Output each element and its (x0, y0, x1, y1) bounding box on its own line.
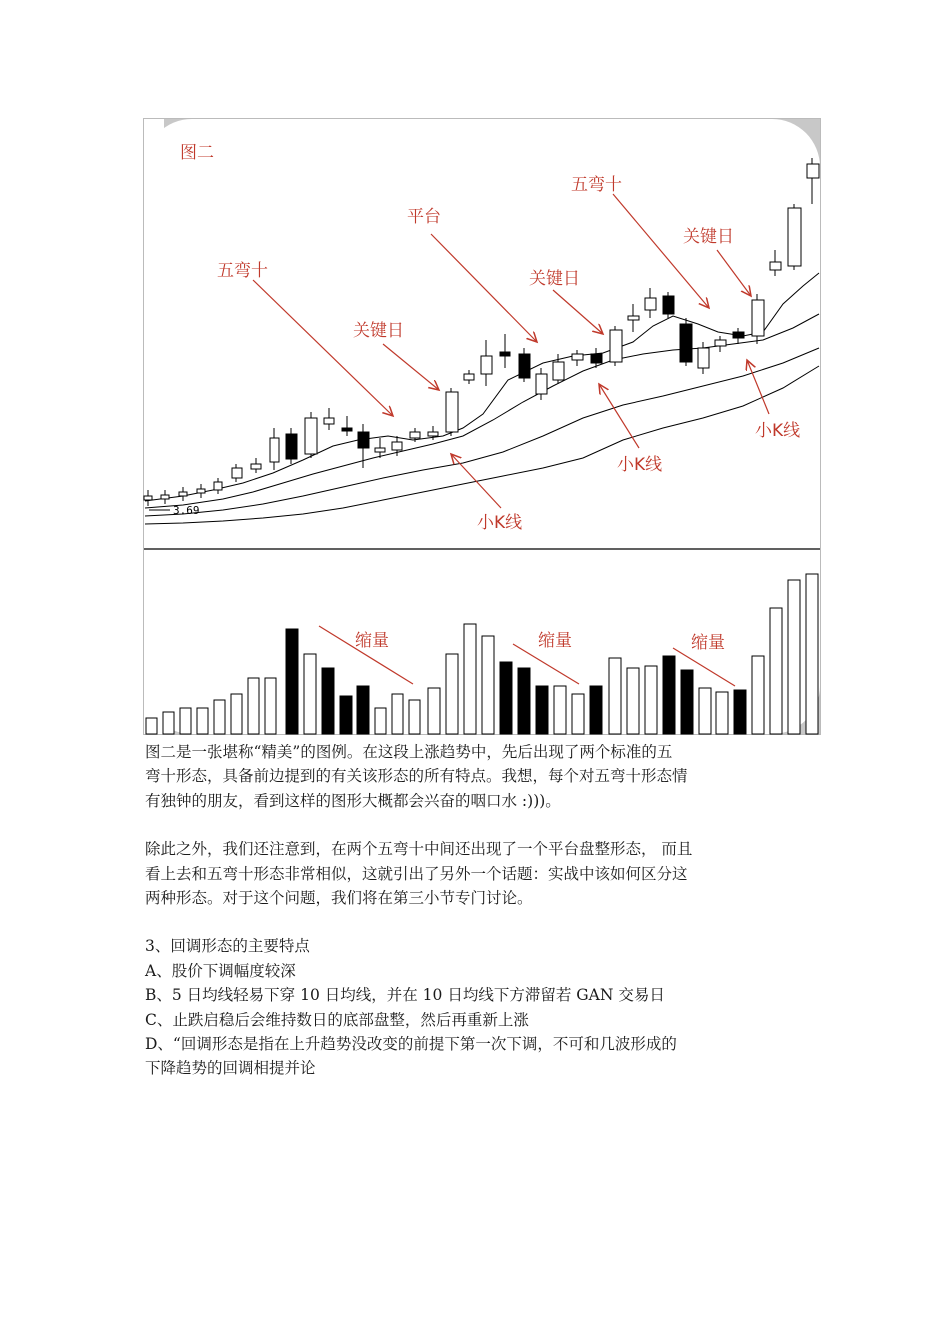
candle (752, 294, 764, 344)
volume-bar (699, 688, 711, 734)
list-item-a: A、股价下调幅度较深 (145, 961, 296, 980)
volume-bar (357, 686, 369, 734)
volume-bar (197, 708, 208, 734)
label-guanjianri-2: 关键日 (529, 269, 580, 289)
candle (680, 318, 692, 366)
volume-bar (500, 662, 512, 734)
volume-bar (734, 690, 746, 734)
paragraph-1-line-1: 图二是一张堪称“精美”的图例。在这段上涨趋势中，先后出现了两个标准的五 (145, 743, 673, 761)
paragraph-2-line-1: 除此之外，我们还注意到，在两个五弯十中间还出现了一个平台盘整形态， 而且 (145, 840, 693, 859)
volume-bar (572, 694, 584, 734)
volume-bar (609, 658, 621, 734)
volume-bar (536, 686, 548, 734)
label-suoliang-2: 缩量 (538, 631, 572, 651)
volume-bar (788, 580, 800, 734)
label-wuwanshi-2: 五弯十 (571, 175, 622, 195)
volume-bar (146, 718, 157, 734)
volume-bar (518, 668, 530, 734)
volume-bar (214, 700, 225, 734)
volume-bar (752, 656, 764, 734)
label-xiaok-3: 小K线 (755, 421, 801, 441)
volume-bar (322, 668, 334, 734)
volume-bar (645, 666, 657, 734)
label-guanjianri-1: 关键日 (353, 321, 404, 341)
volume-bar (554, 686, 566, 734)
volume-bar (304, 654, 316, 734)
volume-bar (663, 656, 675, 734)
volume-bar (340, 696, 352, 734)
volume-bar (248, 678, 259, 734)
list-item-d-line-2: 下降趋势的回调相提并论 (145, 1059, 316, 1078)
candle (663, 292, 674, 318)
section-title: 3、回调形态的主要特点 (145, 937, 310, 956)
volume-bar (286, 629, 298, 734)
volume-bar (231, 694, 242, 734)
candle (788, 204, 801, 270)
list-item-d-line-1: D、“回调形态是指在上升趋势没改变的前提下第一次下调，不可和几波形成的 (145, 1035, 677, 1054)
list-item-c: C、止跌启稳后会维持数日的底部盘整，然后再重新上涨 (145, 1010, 529, 1029)
volume-bar (806, 574, 818, 734)
paragraph-1-line-2: 弯十形态，具备前边提到的有关该形态的所有特点。我想，每个对五弯十形态情 (145, 767, 688, 786)
label-guanjianri-3: 关键日 (683, 227, 734, 247)
volume-bar (375, 708, 386, 734)
volume-bar (163, 712, 174, 734)
label-suoliang-3: 缩量 (691, 633, 725, 653)
volume-bar (482, 636, 494, 734)
chart-figure (143, 118, 821, 735)
paragraph-2-line-3: 两种形态。对于这个问题，我们将在第三小节专门讨论。 (145, 889, 533, 908)
volume-bar (265, 678, 276, 734)
label-suoliang-1: 缩量 (355, 631, 389, 651)
label-wuwanshi-1: 五弯十 (217, 261, 268, 281)
candle (305, 412, 317, 458)
label-pingtai: 平台 (407, 207, 441, 227)
label-xiaok-1: 小K线 (477, 513, 523, 533)
candle (610, 326, 622, 366)
figure-title: 图二 (180, 143, 214, 163)
volume-bar (590, 686, 602, 734)
volume-bar (180, 708, 191, 734)
volume-bar (428, 688, 440, 734)
body-text (145, 740, 815, 1081)
price-axis-label: 3.69 (173, 504, 200, 517)
list-item-b: B、5 日均线轻易下穿 10 日均线，并在 10 日均线下方滞留若 GAN 交易日 (145, 986, 665, 1005)
paragraph-1-line-3: 有独钟的朋友，看到这样的图形大概都会兴奋的咽口水 :)))。 (145, 791, 561, 810)
volume-bar (627, 668, 639, 734)
volume-bar (446, 654, 458, 734)
volume-bar (464, 624, 476, 734)
volume-bar (409, 700, 420, 734)
label-xiaok-2: 小K线 (617, 455, 663, 475)
paragraph-2-line-2: 看上去和五弯十形态非常相似，这就引出了另外一个话题：实战中该如何区分这 (145, 864, 688, 883)
volume-bar (770, 608, 782, 734)
volume-bar (392, 694, 403, 734)
candle (446, 388, 458, 436)
volume-bar (681, 670, 693, 734)
volume-bar (716, 692, 728, 734)
